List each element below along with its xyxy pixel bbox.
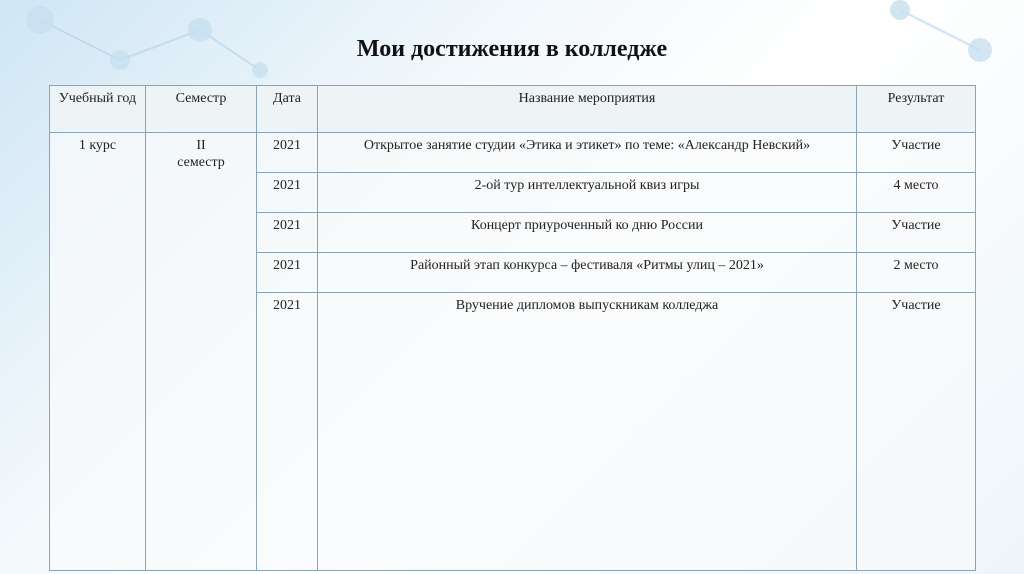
achievements-table [49, 85, 976, 571]
semester-cell [146, 133, 257, 571]
result-cell: 4 место [857, 173, 976, 213]
result-cell: Участие [857, 293, 976, 571]
page-title: Мои достижения в колледже [356, 36, 668, 62]
result-cell: Участие [857, 213, 976, 253]
event-cell: Районный этап конкурса – фестиваля «Ритмы улиц – 2021» [318, 253, 857, 293]
date-cell: 2021 [257, 173, 318, 213]
date-cell: 2021 [257, 253, 318, 293]
date-cell: 2021 [257, 213, 318, 253]
header-result: Результат [857, 86, 976, 133]
semester-value: II семестр [177, 138, 225, 170]
event-cell: 2-ой тур интеллектуальной квиз игры [318, 173, 857, 213]
result-cell: 2 место [857, 253, 976, 293]
result-cell: Участие [857, 133, 976, 173]
header-semester: Семестр [146, 86, 257, 133]
header-year: Учебный год [50, 86, 146, 133]
table-header-row [50, 86, 976, 133]
event-cell: Вручение дипломов выпускникам колледжа [318, 293, 857, 571]
date-cell: 2021 [257, 133, 318, 173]
header-date: Дата [257, 86, 318, 133]
year-cell: 1 курс [50, 133, 146, 571]
table-row [50, 133, 976, 173]
event-cell: Открытое занятие студии «Этика и этикет» по теме: «Александр Невский» [318, 133, 857, 173]
header-event: Название мероприятия [318, 86, 857, 133]
date-cell: 2021 [257, 293, 318, 571]
event-cell: Концерт приуроченный ко дню России [318, 213, 857, 253]
